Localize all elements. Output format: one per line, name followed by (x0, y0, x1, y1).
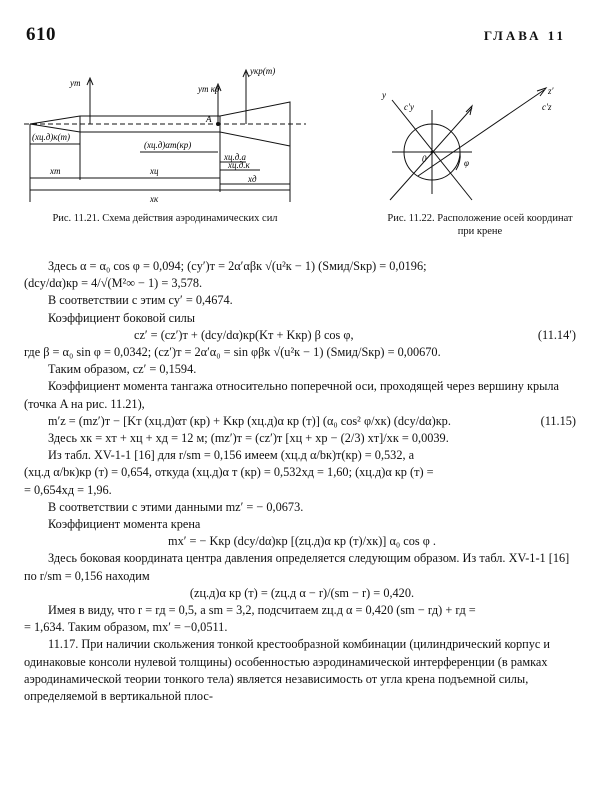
label-ykr: yкр(т) (250, 66, 276, 76)
text-line: = 1,634. Таким образом, mx′ = −0,0511. (24, 620, 228, 635)
label-xcdk: xц.д.к (228, 160, 250, 170)
figure-11-21-caption: Рис. 11.21. Схема действия аэродинамических сил (52, 213, 278, 224)
text-line: В соответствии с этими данными mz′ = − 0,0673. (48, 499, 304, 514)
label-ytkr: yт кр (198, 84, 220, 94)
label-point-a: A (206, 114, 212, 124)
label-cy: c′y (404, 102, 414, 112)
body-text (24, 258, 580, 705)
text-line: Здесь боковая координата центра давления определяется следующим образом. Из табл. XV-1-1 [16] по r/sm = 0,156 находим (24, 551, 570, 583)
equation-zcd: (zц.д)α кр (т) = (zц.д α − r)/(sm − r) = 0,420. (189, 585, 415, 600)
text-line: (xц.д α/bк)кр (т) = 0,654, откуда (xц.д)α т (кр) = 0,532xд = 1,60; (xц.д)α кр (т) = (24, 465, 434, 480)
text-line: Имея в виду, что r = rд = 0,5, а sm = 3,2, подсчитаем zц.д α = 0,420 (sm − rд) + rд = (48, 603, 476, 618)
chapter-title: ГЛАВА 11 (483, 28, 566, 43)
text-line: Здесь α = α₀ cos φ = 0,094; (cy′)т = 2α′αβк √(u²к − 1) (Sмид/Sкр) = 0,0196; (48, 259, 427, 273)
text-line: В соответствии с этим cy′ = 0,4674. (48, 293, 233, 308)
equation-number: (11.15) (540, 413, 576, 428)
equation-body: cz′ = (cz′)т + (dcy/dα)кр(Kт + Kкр) β cos φ, (134, 327, 354, 342)
text-line: (dcy/dα)кр = 4/√(M²∞ − 1) = 3,578. (24, 276, 203, 291)
equation-mx: mx′ = − Kкр (dcy/dα)кр [(zц.д)α кр (т)/xк)] α₀ cos φ . (168, 534, 436, 549)
text-line: Из табл. XV-1-1 [16] для r/sm = 0,156 имеем (xц.д α/bк)т(кр) = 0,532, а (48, 448, 415, 463)
label-z: z′ (548, 86, 554, 96)
text-line: 11.17. При наличии скольжения тонкой крестообразной комбинации (цилиндрический корпус и одинаковые консоли нулевой толщины) особенностью аэродинамической интерференции (в рамках аэродинамической теории тонкого тела) является независимость от угла крена подъемной силы, определяемой в вертикальной плос- (24, 637, 550, 704)
label-xcd: xц.д.а (224, 152, 247, 162)
text-line: где β = α₀ sin φ = 0,0342; (cz′)т = 2α′α₀ = sin φβк √(u²к − 1) (Sмид/Sкр) = 0,00670. (24, 345, 441, 360)
label-phi: φ (464, 158, 469, 168)
label-xk: xк (150, 194, 159, 204)
page-number: 610 (26, 24, 56, 45)
text-line: Здесь xк = xт + xц + xд = 12 м; (mz′)т = (cz′)т [xц + xр − (2/3) xт]/xк = 0,0039. (48, 431, 449, 446)
label-xt: xт (50, 166, 61, 176)
text-line: Коэффициент момента крена (48, 517, 201, 532)
equation-11-15 (24, 413, 580, 430)
figure-11-22-diagram (372, 80, 582, 210)
label-cz: c′z (542, 102, 552, 112)
equation-number: (11.14′) (537, 327, 576, 342)
label-y: y (382, 90, 386, 100)
text-line: Таким образом, cz′ = 0,1594. (48, 362, 197, 377)
figure-11-21-diagram (20, 62, 310, 208)
text-line: = 0,654xд = 1,96. (24, 482, 112, 497)
text-line: Коэффициент момента тангажа относительно поперечной оси, проходящей через вершину крыла (точка A на рис. 11.21), (24, 379, 559, 411)
text-line: Коэффициент боковой силы (48, 310, 196, 325)
equation-11-14 (24, 327, 580, 344)
label-xcd-ktt: (xц.д)к(т) (32, 132, 70, 142)
axis-z-prime (418, 90, 544, 176)
label-yt: yт (70, 78, 81, 88)
equation-body: m′z = (mz′)т − [Kт (xц.д)αт (кр) + Kкр (xц.д)α кр (т)] (α₀ cos² φ/xк) (dcy/dα)кр. (48, 413, 451, 428)
label-xd: xд (248, 174, 257, 184)
label-origin: 0 (422, 154, 427, 164)
label-xcd-kr: (xц.д)αт(кр) (144, 140, 192, 150)
figure-11-22-caption: Рис. 11.22. Расположение осей координат при крене (387, 213, 573, 237)
label-xc: xц (150, 166, 159, 176)
